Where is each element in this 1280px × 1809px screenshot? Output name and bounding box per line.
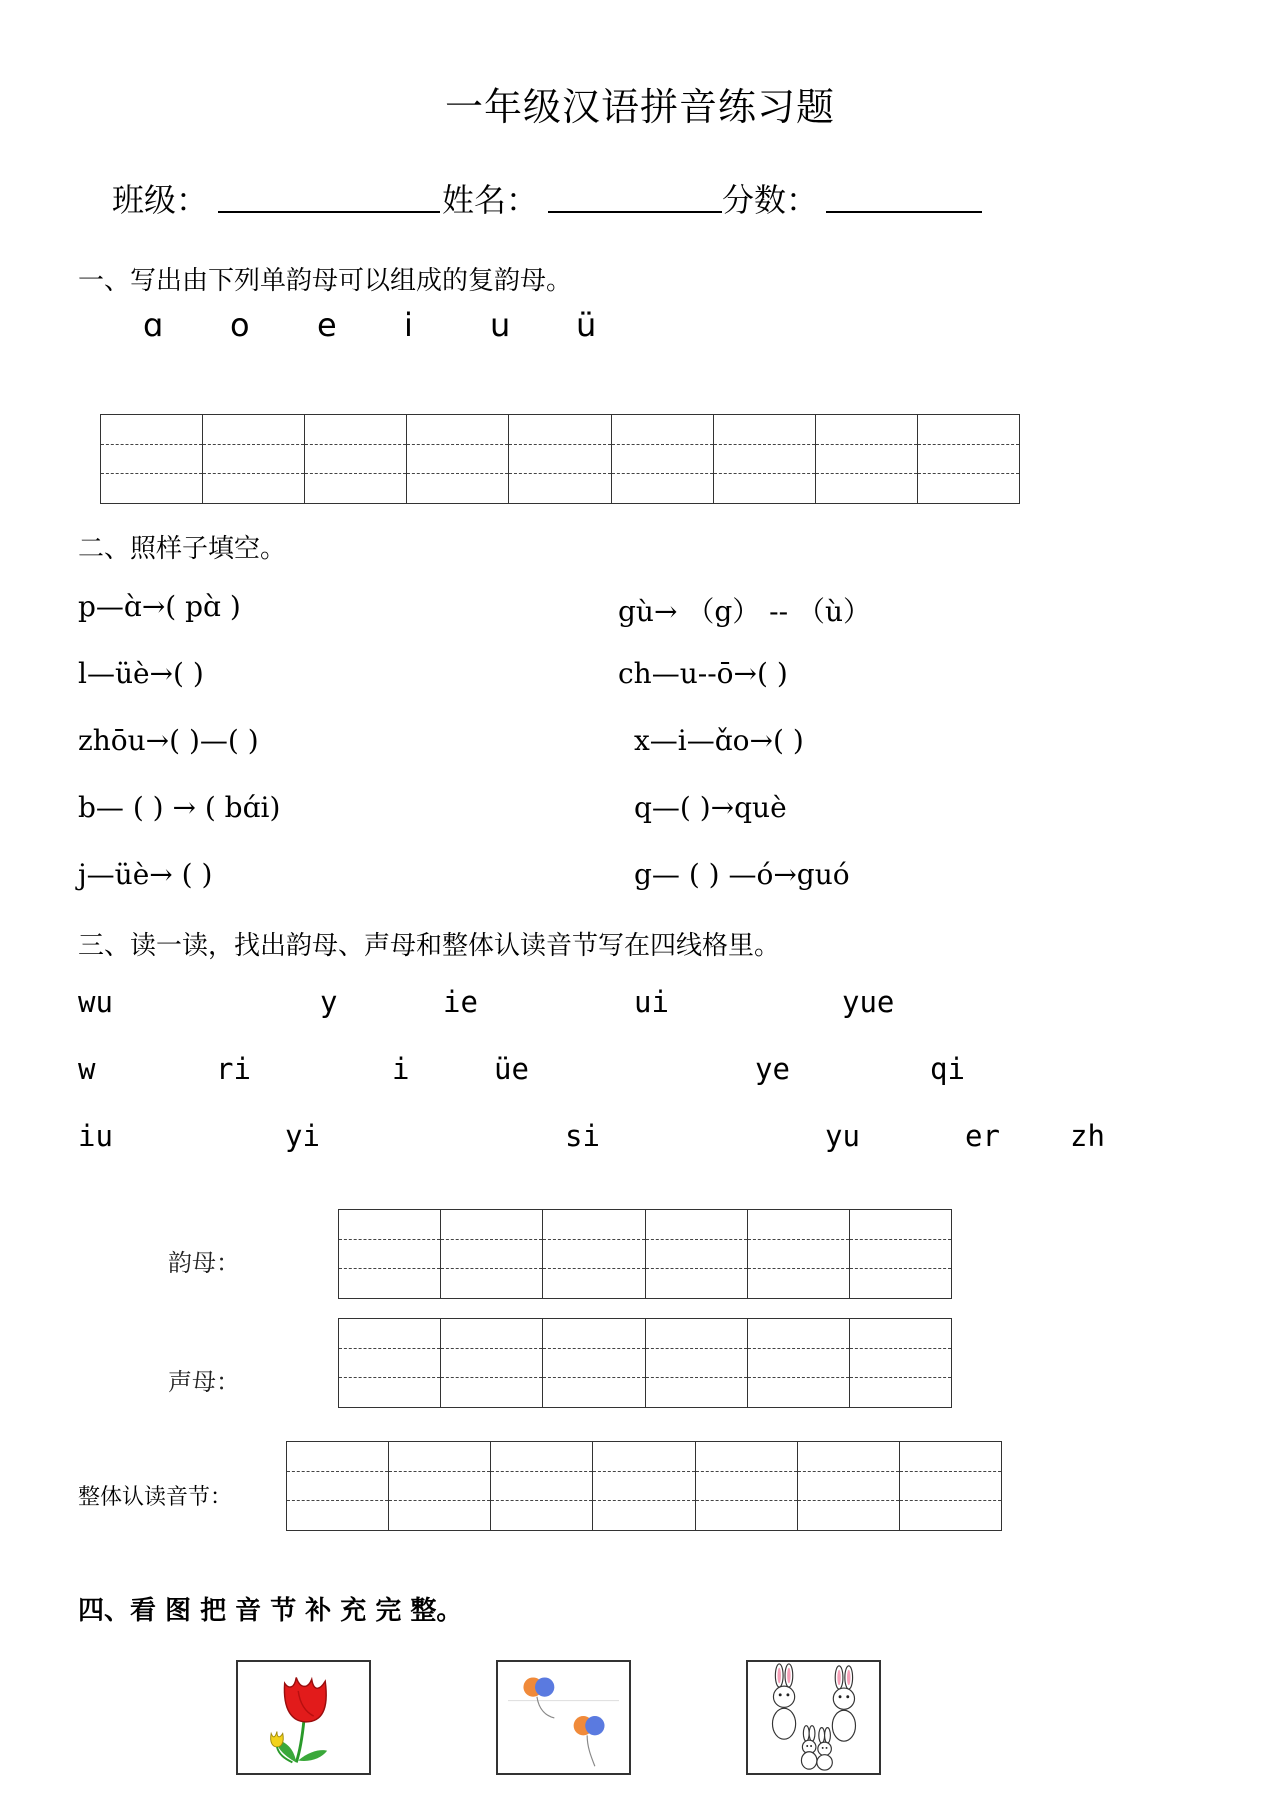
syllable: üe	[494, 1052, 529, 1086]
class-field[interactable]	[218, 175, 440, 213]
grid-cell[interactable]	[612, 415, 714, 503]
grid-cell[interactable]	[389, 1442, 491, 1530]
grid-cell[interactable]	[339, 1319, 441, 1407]
exercise-left[interactable]: b— ( ) → ( bɑ́i)	[78, 791, 281, 824]
syllable: w	[78, 1052, 96, 1086]
four-line-grid-section1[interactable]	[100, 414, 1020, 504]
exercise-right[interactable]: g— ( ) —ó→guó	[634, 858, 850, 891]
name-field[interactable]	[548, 175, 722, 213]
syllable: yu	[825, 1119, 860, 1153]
vowel-letter: ü	[576, 306, 597, 344]
yunmu-label: 韵母：	[168, 1249, 240, 1277]
zhengti-grid[interactable]	[286, 1441, 1002, 1531]
grid-cell[interactable]	[646, 1210, 748, 1298]
balloons-picture	[496, 1660, 631, 1775]
exercise-left: p—ɑ̀→( pɑ̀ )	[78, 590, 241, 623]
syllable: yue	[842, 985, 895, 1019]
grid-cell[interactable]	[441, 1210, 543, 1298]
syllable: yi	[285, 1119, 320, 1153]
grid-cell[interactable]	[101, 415, 203, 503]
section2-heading: 二、照样子填空。	[78, 534, 287, 564]
grid-cell[interactable]	[816, 415, 918, 503]
grid-cell[interactable]	[441, 1319, 543, 1407]
vowel-letter: o	[230, 306, 250, 344]
grid-cell[interactable]	[850, 1210, 951, 1298]
vowel-letter: u	[490, 306, 511, 344]
exercise-right[interactable]: ch—u--ō→( )	[618, 657, 788, 690]
grid-cell[interactable]	[714, 415, 816, 503]
grid-cell[interactable]	[305, 415, 407, 503]
section1-heading: 一、写出由下列单韵母可以组成的复韵母。	[78, 266, 573, 296]
tulip-picture	[236, 1660, 371, 1775]
class-label: 班级：	[112, 181, 209, 219]
zhengti-label: 整体认读音节：	[78, 1485, 233, 1510]
yunmu-grid[interactable]	[338, 1209, 952, 1299]
exercise-left[interactable]: zhōu→( )—( )	[78, 724, 259, 757]
grid-cell[interactable]	[593, 1442, 695, 1530]
grid-cell[interactable]	[339, 1210, 441, 1298]
syllable: ri	[216, 1052, 251, 1086]
exercise-right: gù→ （g） -- （ù）	[618, 595, 871, 628]
grid-cell[interactable]	[407, 415, 509, 503]
grid-cell[interactable]	[900, 1442, 1001, 1530]
name-label: 姓名：	[442, 181, 539, 219]
vowel-letter: e	[317, 306, 337, 344]
grid-cell[interactable]	[287, 1442, 389, 1530]
grid-cell[interactable]	[543, 1319, 645, 1407]
exercise-right[interactable]: q—( )→què	[634, 791, 787, 824]
shengmu-label: 声母：	[168, 1368, 240, 1396]
page-title: 一年级汉语拼音练习题	[444, 85, 835, 129]
grid-cell[interactable]	[696, 1442, 798, 1530]
grid-cell[interactable]	[509, 415, 611, 503]
section3-heading: 三、读一读，找出韵母、声母和整体认读音节写在四线格里。	[78, 931, 781, 961]
syllable: si	[565, 1119, 600, 1153]
syllable: qi	[930, 1052, 965, 1086]
grid-cell[interactable]	[203, 415, 305, 503]
vowel-letter: i	[404, 306, 413, 344]
grid-cell[interactable]	[850, 1319, 951, 1407]
syllable: er	[965, 1119, 1000, 1153]
syllable: y	[320, 985, 338, 1019]
grid-cell[interactable]	[798, 1442, 900, 1530]
grid-cell[interactable]	[748, 1319, 850, 1407]
score-label: 分数：	[722, 181, 819, 219]
grid-cell[interactable]	[491, 1442, 593, 1530]
syllable: iu	[78, 1119, 113, 1153]
rabbits-picture	[746, 1660, 881, 1775]
grid-cell[interactable]	[646, 1319, 748, 1407]
syllable: ye	[755, 1052, 790, 1086]
section4-heading: 四、看 图 把 音 节 补 充 完 整。	[78, 1596, 463, 1626]
score-field[interactable]	[826, 175, 982, 213]
shengmu-grid[interactable]	[338, 1318, 952, 1408]
syllable: wu	[78, 985, 113, 1019]
exercise-left[interactable]: l—üè→( )	[78, 657, 204, 690]
syllable: i	[392, 1052, 410, 1086]
syllable: ui	[634, 985, 669, 1019]
exercise-right[interactable]: x—i—ɑ̌o→( )	[634, 724, 804, 757]
grid-cell[interactable]	[543, 1210, 645, 1298]
grid-cell[interactable]	[918, 415, 1019, 503]
syllable: ie	[443, 985, 478, 1019]
syllable: zh	[1070, 1119, 1105, 1153]
grid-cell[interactable]	[748, 1210, 850, 1298]
vowel-letter: ɑ	[143, 306, 164, 344]
exercise-left[interactable]: j—üè→ ( )	[78, 858, 213, 891]
